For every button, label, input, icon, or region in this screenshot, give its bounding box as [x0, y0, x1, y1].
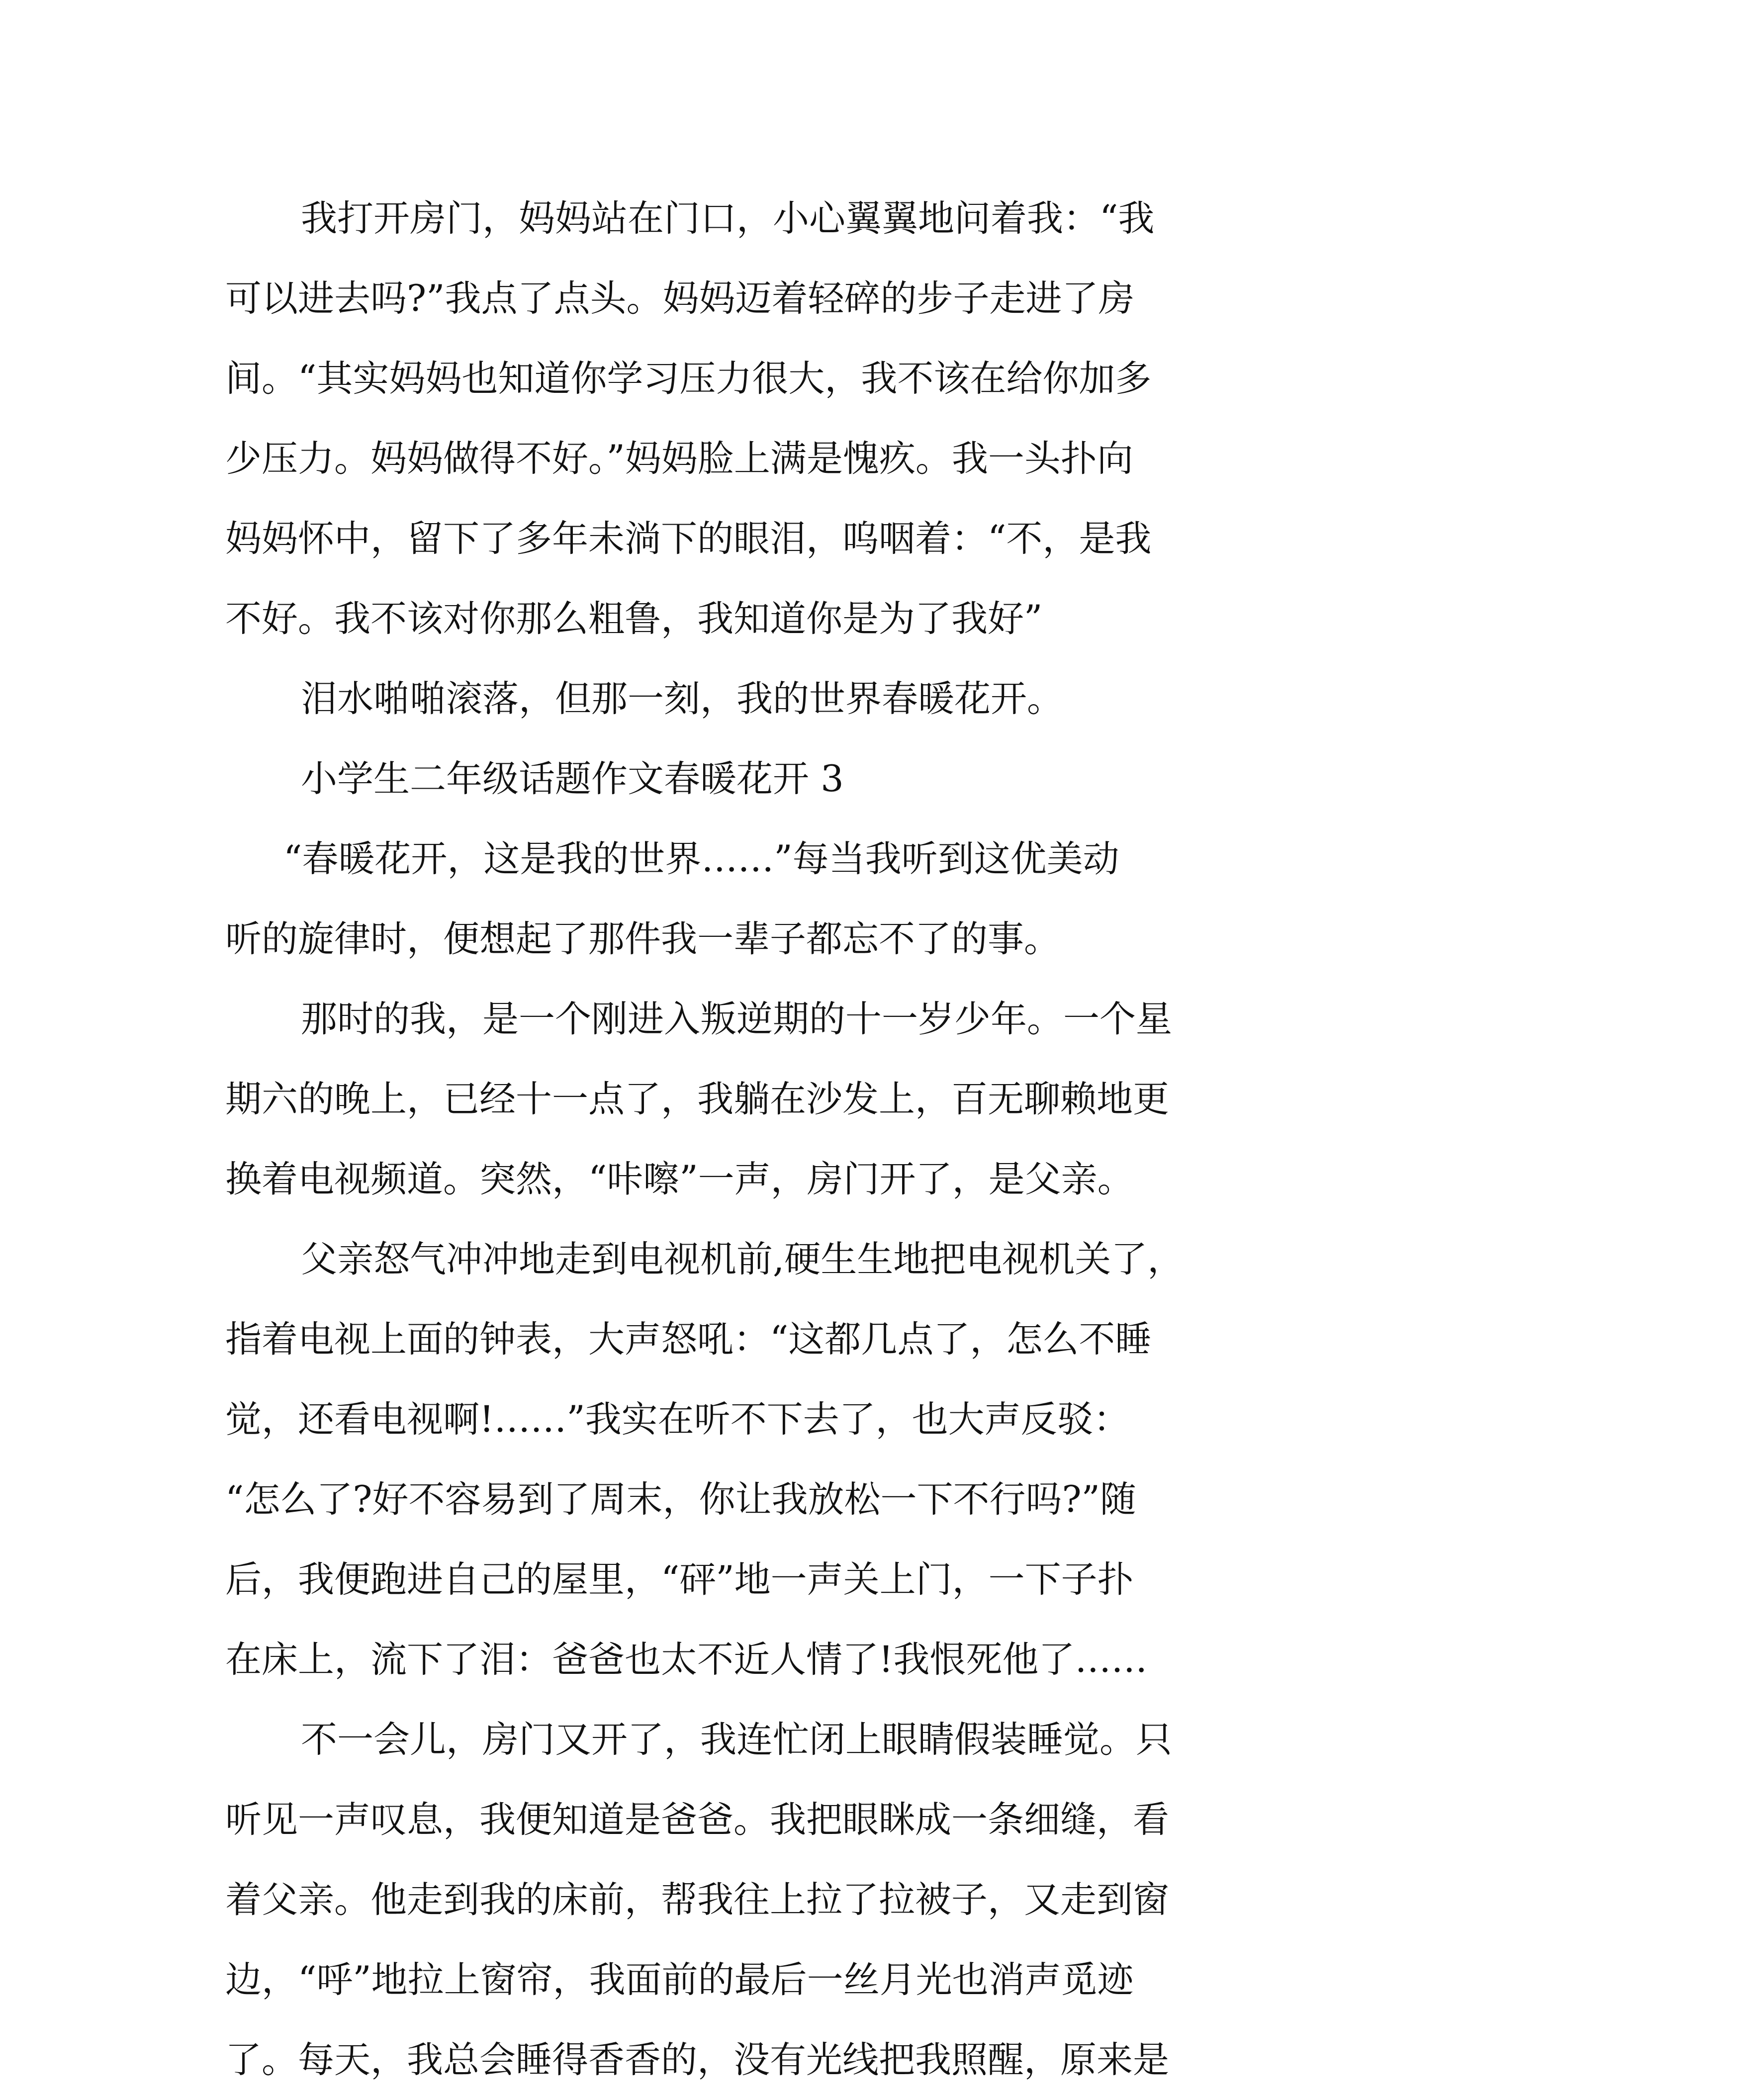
paragraph-line: 期六的晚上，已经十一点了，我躺在沙发上，百无聊赖地更 [225, 1078, 1169, 1120]
paragraph-line: 听见一声叹息，我便知道是爸爸。我把眼眯成一条细缝，看 [225, 1799, 1169, 1841]
paragraph-line: 听的旋律时，便想起了那件我一辈子都忘不了的事。 [225, 918, 1060, 960]
paragraph-line: 着父亲。他走到我的床前，帮我往上拉了拉被子，又走到窗 [225, 1879, 1169, 1921]
paragraph-line: 妈妈怀中，留下了多年未淌下的眼泪，呜咽着：“不，是我 [225, 518, 1152, 560]
paragraph-line: 指着电视上面的钟表，大声怒吼：“这都几点了，怎么不睡 [225, 1318, 1152, 1361]
paragraph-line: 那时的我，是一个刚进入叛逆期的十一岁少年。一个星 [301, 998, 1172, 1040]
paragraph-line: 边，“呼”地拉上窗帘，我面前的最后一丝月光也消声觅迹 [225, 1959, 1134, 2001]
paragraph-line: 可以进去吗?”我点了点头。妈妈迈着轻碎的步子走进了房 [225, 277, 1135, 320]
paragraph-line: 不一会儿，房门又开了，我连忙闭上眼睛假装睡觉。只 [301, 1719, 1172, 1761]
paragraph-line: “怎么了?好不容易到了周末，你让我放松一下不行吗?”随 [225, 1478, 1136, 1521]
paragraph-line: 觉，还看电视啊!……”我实在听不下去了，也大声反驳： [225, 1398, 1130, 1441]
paragraph-line: 后，我便跑进自己的屋里，“砰”地一声关上门，一下子扑 [225, 1558, 1134, 1601]
paragraph-line: 间。“其实妈妈也知道你学习压力很大，我不该在给你加多 [225, 358, 1152, 400]
paragraph-line: 不好。我不该对你那么粗鲁，我知道你是为了我好” [225, 598, 1043, 640]
paragraph-line: 泪水啪啪滚落，但那一刻，我的世界春暖花开。 [301, 678, 1063, 720]
paragraph-line: 换着电视频道。突然，“咔嚓”一声，房门开了，是父亲。 [225, 1158, 1134, 1200]
paragraph-line: 少压力。妈妈做得不好。”妈妈脸上满是愧疚。我一头扑向 [225, 438, 1133, 480]
section-heading: 小学生二年级话题作文春暖花开 3 [301, 758, 844, 800]
paragraph-line: 我打开房门，妈妈站在门口，小心翼翼地问着我：“我 [301, 197, 1155, 240]
paragraph-line: 在床上，流下了泪：爸爸也太不近人情了!我恨死他了…… [225, 1639, 1148, 1681]
paragraph-line: 父亲怒气冲冲地走到电视机前,硬生生地把电视机关了， [301, 1238, 1184, 1280]
paragraph-line: “春暖花开，这是我的世界……”每当我听到这优美动 [283, 838, 1119, 880]
paragraph-line: 了。每天，我总会睡得香香的，没有光线把我照醒，原来是 [225, 2039, 1169, 2081]
